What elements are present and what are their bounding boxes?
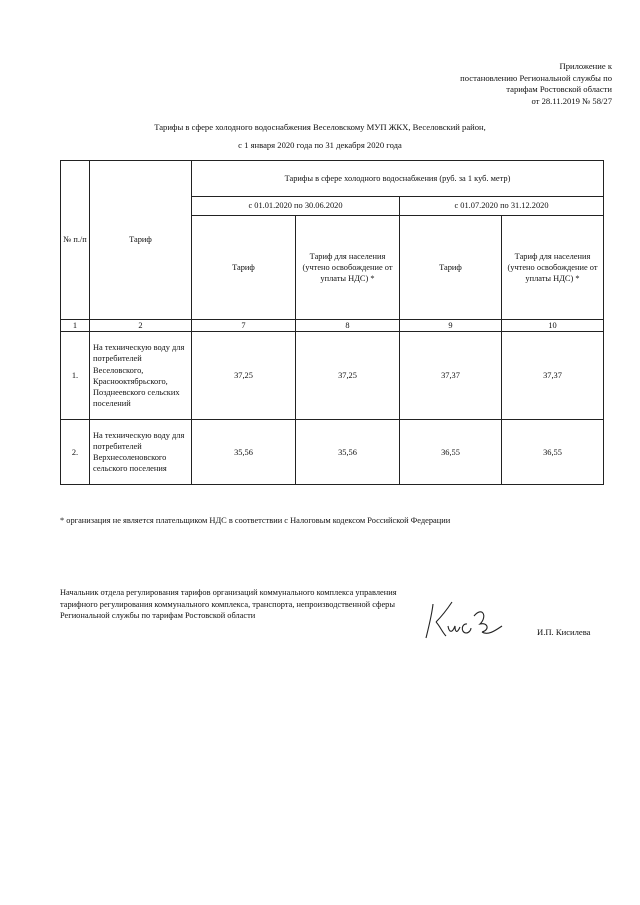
table-row [61, 420, 604, 485]
appendix-line-2: постановлению Региональной службы по [460, 72, 612, 83]
row-description: На техническую воду для потребителей Веселовского, Краснооктябрьского, Позднеевского сельских поселений [90, 332, 192, 420]
col-number-7: 7 [192, 320, 296, 332]
col-number-1: 1 [61, 320, 90, 332]
header-number: № п./п [61, 161, 90, 320]
row-value: 37,37 [400, 332, 502, 420]
header-col-population-1: Тариф для населения (учтено освобождение от уплаты НДС) * [296, 216, 400, 320]
header-col-tariff-1: Тариф [192, 216, 296, 320]
row-value: 37,25 [192, 332, 296, 420]
row-value: 37,25 [296, 332, 400, 420]
row-number: 2. [61, 420, 90, 485]
header-tariff: Тариф [90, 161, 192, 320]
row-value: 36,55 [400, 420, 502, 485]
header-col-tariff-2: Тариф [400, 216, 502, 320]
row-number: 1. [61, 332, 90, 420]
document-period: с 1 января 2020 года по 31 декабря 2020 года [238, 140, 402, 150]
row-description: На техническую воду для потребителей Верхнесоленовского сельского поселения [90, 420, 192, 485]
row-value: 35,56 [296, 420, 400, 485]
row-value: 36,55 [502, 420, 604, 485]
row-value: 37,37 [502, 332, 604, 420]
appendix-line-1: Приложение к [559, 61, 612, 71]
appendix-line-4: от 28.11.2019 № 58/27 [531, 95, 612, 106]
col-number-8: 8 [296, 320, 400, 332]
col-number-9: 9 [400, 320, 502, 332]
header-group: Тарифы в сфере холодного водоснабжения (руб. за 1 куб. метр) [192, 161, 604, 197]
signatory-position: Начальник отдела регулирования тарифов организаций коммунального комплекса управления тарифного регулирования коммунального комплекса, транспорта, непроизводственной сферы Региональной службы по тарифам Ростовской области [60, 588, 397, 620]
signatory-name: И.П. Кисилева [537, 627, 591, 637]
tariff-table [60, 160, 604, 485]
header-period-2: с 01.07.2020 по 31.12.2020 [400, 197, 604, 216]
header-period-1: с 01.01.2020 по 30.06.2020 [192, 197, 400, 216]
appendix-header [392, 61, 612, 107]
handwritten-signature-icon [424, 596, 504, 642]
col-number-10: 10 [502, 320, 604, 332]
table-row [61, 332, 604, 420]
header-col-population-2: Тариф для населения (учтено освобождение от уплаты НДС) * [502, 216, 604, 320]
row-value: 35,56 [192, 420, 296, 485]
footnote: * организация не является плательщиком НДС в соответствии с Налоговым кодексом Российской Федерации [60, 516, 451, 525]
document-title: Тарифы в сфере холодного водоснабжения Веселовскому МУП ЖКХ, Веселовский район, [154, 122, 486, 132]
col-number-2: 2 [90, 320, 192, 332]
appendix-line-3: тарифам Ростовской области [506, 84, 612, 95]
